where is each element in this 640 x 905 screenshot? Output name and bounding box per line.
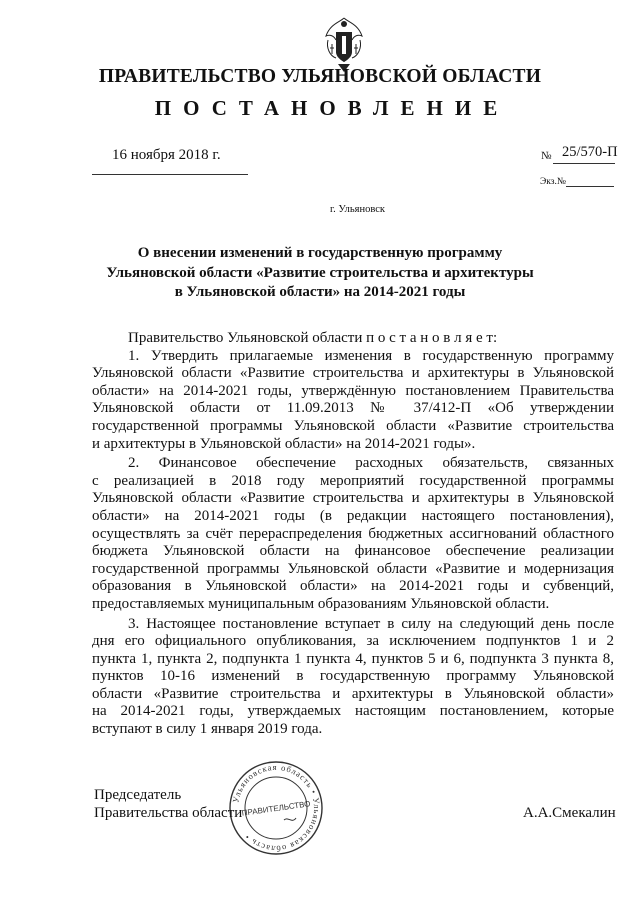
document-body (92, 330, 614, 739)
paragraph-3 (92, 616, 614, 739)
paragraph-line: Ульяновской области «Развитие строительства и архитектуры в Ульяновской (92, 490, 614, 507)
city-label: г. Ульяновск (329, 204, 385, 215)
date-underline (92, 174, 248, 175)
document-number: 25/570-П (562, 144, 618, 160)
paragraph-line: Ульяновской области «Развитие строительства и архитектуры в Ульяновской (92, 365, 614, 382)
paragraph-line: области» на 2014-2021 годы, утверждённую постановлением Правительства (92, 382, 614, 399)
svg-text:ПРАВИТЕЛЬСТВО: ПРАВИТЕЛЬСТВО (241, 799, 311, 818)
document-kind-heading: ПОСТАНОВЛЕНИЕ (154, 96, 510, 120)
copy-number-underline (566, 186, 614, 187)
paragraph-line: государственной программы Ульяновской области «Развитие и модернизация (92, 560, 614, 577)
paragraph-line: на 2014-2021 годы, утверждаемых настоящим постановлением, которые (92, 703, 614, 720)
paragraph-line: 1. Утвердить прилагаемые изменения в государственную программу (128, 347, 614, 364)
signatory-role-line1: Председатель (94, 787, 182, 803)
title-line: в Ульяновской области» на 2014-2021 годы (174, 284, 466, 300)
paragraph-line: Ульяновской области от 11.09.2013 № 37/412-П «Об утверждении (92, 400, 614, 417)
paragraph-line: государственной программы Ульяновской области «Развитие строительства (92, 417, 614, 434)
title-line: Ульяновской области «Развитие строительства и архитектуры (106, 264, 534, 281)
paragraph-2 (92, 455, 614, 613)
paragraph-line: предоставляемых муниципальным образованиям Ульяновской области. (92, 595, 550, 612)
paragraph-line: вступают в силу 1 января 2019 года. (92, 721, 323, 738)
copy-number-label: Экз.№ (540, 177, 566, 187)
paragraph-line: и архитектуры в Ульяновской области» на 2014-2021 годы». (92, 435, 476, 452)
document-title (100, 244, 540, 303)
coat-of-arms-icon (322, 14, 366, 74)
title-line: О внесении изменений в государственную программу (137, 245, 503, 261)
paragraph-1 (92, 348, 614, 454)
paragraph-line: дня его официального опубликования, за исключением подпунктов 1 и 2 (92, 633, 614, 650)
paragraph-line: осуществлять за счёт перераспределения бюджетных ассигнований областного (92, 525, 614, 542)
signatory-name: А.А.Смекалин (523, 805, 616, 821)
paragraph-line: с реализацией в 2018 году мероприятий государственной программы (92, 472, 614, 489)
paragraph-line: области» на 2014-2021 годы (в редакции настоящего постановления), (92, 507, 614, 524)
paragraph-line: 3. Настоящее постановление вступает в силу на следующий день после (128, 615, 614, 632)
svg-text:Ульяновская область • Ульяновс: Ульяновская область • Ульяновская область • (230, 761, 323, 855)
paragraph-line: бюджета Ульяновской области на финансовое обеспечение реализации (92, 543, 614, 560)
paragraph-line: пунктов 10-16 изменений в государственную программу Ульяновской (92, 668, 614, 685)
number-sign: № (541, 150, 552, 162)
paragraph-line: области «Развитие строительства и архитектуры в Ульяновской области» (92, 685, 614, 702)
signatory-role-line2: Правительства области (94, 805, 243, 821)
number-underline (553, 163, 615, 164)
paragraph-line: пункта 1, пункта 2, подпункта 1 пункта 4, пунктов 5 и 6, подпункта 3 пункта 8, (92, 650, 614, 667)
intro-line: Правительство Ульяновской области п о с т а н о в л я е т: (128, 330, 498, 346)
organization-heading: ПРАВИТЕЛЬСТВО УЛЬЯНОВСКОЙ ОБЛАСТИ (98, 66, 542, 87)
paragraph-line: образования в Ульяновской области» на 2014-2021 годы и субвенций, (92, 578, 614, 595)
document-date: 16 ноября 2018 г. (112, 147, 221, 163)
paragraph-line: 2. Финансовое обеспечение расходных обязательств, связанных (128, 455, 614, 472)
